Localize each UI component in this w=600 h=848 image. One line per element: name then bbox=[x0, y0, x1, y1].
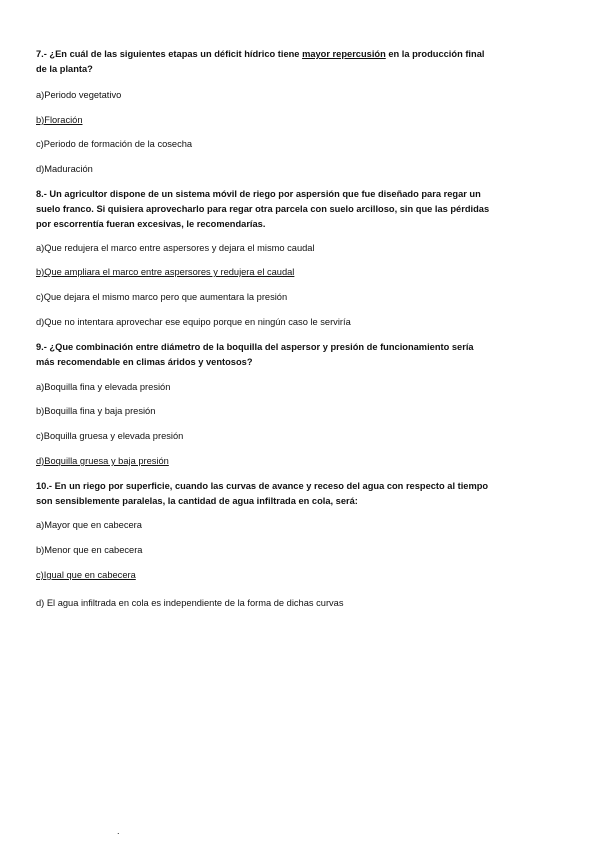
question-9-option-a: a)Boquilla fina y elevada presión bbox=[36, 382, 171, 392]
question-7-option-d: d)Maduración bbox=[36, 164, 93, 174]
question-10-option-c-correct: c)Igual que en cabecera bbox=[36, 570, 136, 580]
footer-mark: . bbox=[117, 826, 120, 836]
question-9-stem-line-2: más recomendable en climas áridos y ventosos? bbox=[36, 357, 253, 367]
question-7-option-c: c)Periodo de formación de la cosecha bbox=[36, 139, 193, 149]
question-7-stem-part-b: en la producción final bbox=[385, 49, 485, 59]
question-8-option-a: a)Que redujera el marco entre aspersores y dejara el mismo caudal bbox=[36, 243, 315, 253]
question-7-stem-underlined: mayor repercusión bbox=[302, 49, 386, 59]
question-7-option-b-correct: b)Floración bbox=[36, 115, 83, 125]
question-7-stem-part-a: 7.- ¿En cuál de las siguientes etapas un déficit hídrico tiene bbox=[36, 49, 303, 59]
question-9-option-d-correct: d)Boquilla gruesa y baja presión bbox=[36, 456, 169, 466]
question-10-option-d: d) El agua infiltrada en cola es independiente de la forma de dichas curvas bbox=[36, 598, 344, 608]
question-8-option-c: c)Que dejara el mismo marco pero que aumentara la presión bbox=[36, 292, 288, 302]
question-8-stem-line-2: suelo franco. Si quisiera aprovecharlo para regar otra parcela con suelo arcilloso, sin que las pérdidas bbox=[36, 204, 490, 214]
question-8-stem-line-1: 8.- Un agricultor dispone de un sistema móvil de riego por aspersión que fue diseñado para regar un bbox=[36, 189, 481, 199]
question-8-option-d: d)Que no intentara aprovechar ese equipo porque en ningún caso le serviría bbox=[36, 317, 351, 327]
question-7-option-a: a)Periodo vegetativo bbox=[36, 90, 122, 100]
question-8-option-b-correct: b)Que ampliara el marco entre aspersores y redujera el caudal bbox=[36, 267, 295, 277]
question-10-option-a: a)Mayor que en cabecera bbox=[36, 520, 142, 530]
question-8-stem-line-3: por escorrentía fueran excesivas, le recomendarías. bbox=[36, 219, 266, 229]
question-7-stem-line-2: de la planta? bbox=[36, 64, 93, 74]
question-10-stem-line-1: 10.- En un riego por superficie, cuando las curvas de avance y receso del agua con respecto al tiempo bbox=[36, 481, 489, 491]
question-7-stem bbox=[36, 47, 566, 62]
question-10-stem-line-2: son sensiblemente paralelas, la cantidad de agua infiltrada en cola, será: bbox=[36, 496, 358, 506]
question-9-stem-line-1: 9.- ¿Que combinación entre diámetro de la boquilla del aspersor y presión de funcionamiento sería bbox=[36, 342, 474, 352]
question-10-option-b: b)Menor que en cabecera bbox=[36, 545, 143, 555]
question-9-option-b: b)Boquilla fina y baja presión bbox=[36, 406, 156, 416]
question-9-option-c: c)Boquilla gruesa y elevada presión bbox=[36, 431, 184, 441]
